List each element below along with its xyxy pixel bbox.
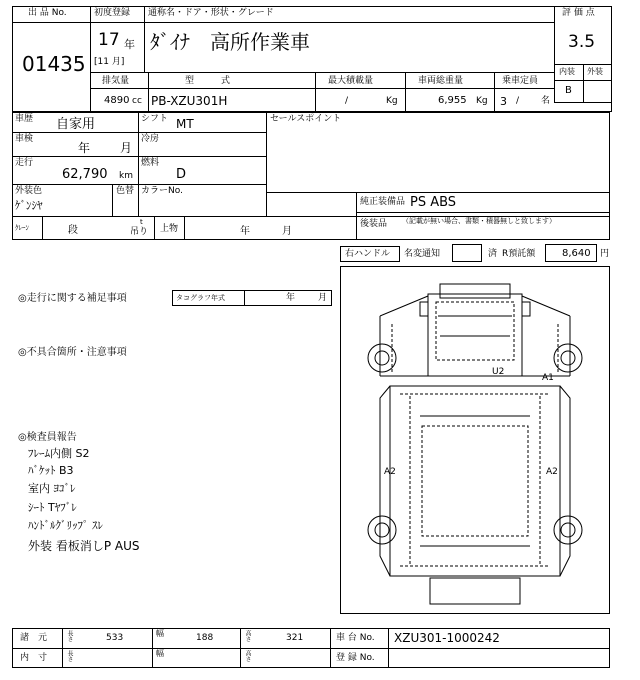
color-value: ｹﾞﾝｼﾔ: [15, 199, 43, 212]
crane-hang: 吊り: [130, 227, 149, 237]
grade-label: 評 価 点: [562, 8, 595, 18]
fuel-label: 燃料: [141, 158, 160, 168]
steering-side: 右ハンドル: [345, 249, 391, 259]
gross-weight-label: 車両総重量: [418, 76, 464, 86]
inspection-label: 車検: [15, 134, 34, 144]
crane-stage: 段: [68, 225, 78, 236]
color-no-label: カラーNo.: [141, 186, 183, 196]
mileage-label: 走行: [15, 158, 34, 168]
aftermarket-label: 後装品: [360, 219, 388, 229]
defects-label: ◎不具合箇所・注意事項: [18, 347, 127, 358]
top-body-year: 年: [240, 226, 250, 237]
capacity-label: 乗車定員: [502, 76, 539, 86]
recycle-amount: 8,640: [562, 248, 591, 259]
lot-label: 出 品 No.: [28, 8, 67, 18]
name-label: 通称名・ドア・形状・グレード: [148, 8, 274, 18]
grade-score: 3.5: [568, 32, 596, 52]
model-label: 型 式: [185, 76, 231, 86]
width-label: 幅: [156, 629, 164, 638]
recycle-status: 済: [488, 249, 498, 259]
aftermarket-note: （記載が無い場合、書類・積器無しと致します）: [402, 217, 556, 225]
chassis-number: XZU301-1000242: [394, 631, 500, 645]
displacement-unit: cc: [132, 96, 142, 106]
inner-width-label: 幅: [156, 649, 164, 658]
inspection-year: 年: [78, 141, 91, 155]
inspector-line: 外装 看板消しP AUS: [28, 539, 140, 553]
damage-mark: A2: [384, 467, 396, 477]
color-change-label: 色替: [116, 186, 135, 196]
name-change-label: 名変通知: [404, 249, 441, 259]
inspector-line: ﾊﾞｹｯﾄ B3: [28, 464, 74, 477]
inspection-month: 月: [120, 141, 133, 155]
genuine-equipment-value: PS ABS: [410, 195, 457, 210]
genuine-equipment-label: 純正装備品: [360, 197, 406, 207]
shift-value: MT: [176, 117, 194, 131]
inner-dims-label: 内 寸: [20, 653, 48, 663]
vehicle-name: ﾀﾞｲﾅ 高所作業車: [150, 30, 310, 54]
year-unit: 年: [124, 38, 135, 51]
ac-label: 冷房: [141, 134, 160, 144]
interior-label: 内装: [559, 67, 575, 76]
first-reg-year: 17: [98, 30, 120, 50]
sales-point-label: セールスポイント: [270, 114, 342, 124]
truck-diagram: [340, 266, 610, 614]
damage-mark: A1: [542, 373, 554, 383]
damage-mark: U2: [492, 367, 505, 377]
tacho-month: 月: [318, 293, 328, 303]
gross-weight-unit: Kg: [476, 96, 488, 106]
top-body-month: 月: [282, 226, 292, 237]
inspector-line: 室内 ﾖｺﾞﾚ: [28, 482, 76, 495]
capacity-separator: /: [516, 96, 520, 106]
mileage-value: 62,790: [62, 167, 108, 182]
inspector-line: ｼｰﾄ Tﾔﾌﾞﾚ: [28, 501, 77, 514]
inspector-label: ◎検査員報告: [18, 432, 77, 443]
damage-mark: A2: [546, 467, 558, 477]
color-label: 外装色: [15, 186, 43, 196]
height-value: 321: [286, 633, 304, 643]
capacity-unit: 名: [541, 96, 551, 106]
recycle-label: R預託額: [502, 249, 536, 259]
first-reg-label: 初度登録: [94, 8, 131, 18]
exterior-label: 外装: [587, 67, 603, 76]
inner-length-label: 長さ: [66, 650, 73, 662]
capacity-value: 3: [500, 95, 507, 108]
inspector-line: ﾌﾚｰﾑ内側 S2: [28, 447, 90, 460]
chassis-label: 車 台 No.: [336, 633, 375, 643]
inner-height-label: 高さ: [244, 650, 251, 662]
displacement-label: 排気量: [102, 76, 130, 86]
length-value: 533: [106, 633, 124, 643]
max-load-unit: Kg: [386, 96, 398, 106]
first-reg-month: [11 月]: [94, 57, 125, 67]
lot-number: 01435: [22, 52, 86, 76]
gross-weight-value: 6,955: [438, 95, 467, 106]
crane-tonnage-unit: t: [140, 218, 143, 226]
yen-unit: 円: [600, 249, 610, 259]
top-body-label: 上物: [160, 224, 179, 234]
length-label: 長さ: [66, 630, 73, 642]
driving-remarks-label: ◎走行に関する補足事項: [18, 293, 127, 304]
dims-label: 諸 元: [20, 633, 48, 643]
max-load-label: 最大積載量: [328, 76, 374, 86]
crane-label: ｸﾚｰﾝ: [15, 224, 29, 232]
displacement-value: 4890: [104, 95, 130, 106]
mileage-unit: km: [119, 171, 133, 181]
history-value: 自家用: [56, 117, 96, 132]
interior-grade: B: [565, 85, 572, 96]
tacho-label: タコグラフ年式: [176, 294, 225, 302]
fuel-value: D: [176, 167, 187, 182]
name-change-box: [452, 244, 482, 262]
max-load-value: /: [345, 96, 349, 106]
history-label: 車歴: [15, 114, 34, 124]
registration-label: 登 録 No.: [336, 653, 375, 663]
width-value: 188: [196, 633, 214, 643]
inspector-line: ﾊﾝﾄﾞﾙｸﾞﾘｯﾌﾟ ｽﾚ: [28, 519, 103, 532]
height-label: 高さ: [244, 630, 251, 642]
tacho-year: 年: [286, 293, 296, 303]
shift-label: シフト: [141, 114, 169, 124]
model-value: PB-XZU301H: [151, 94, 228, 108]
